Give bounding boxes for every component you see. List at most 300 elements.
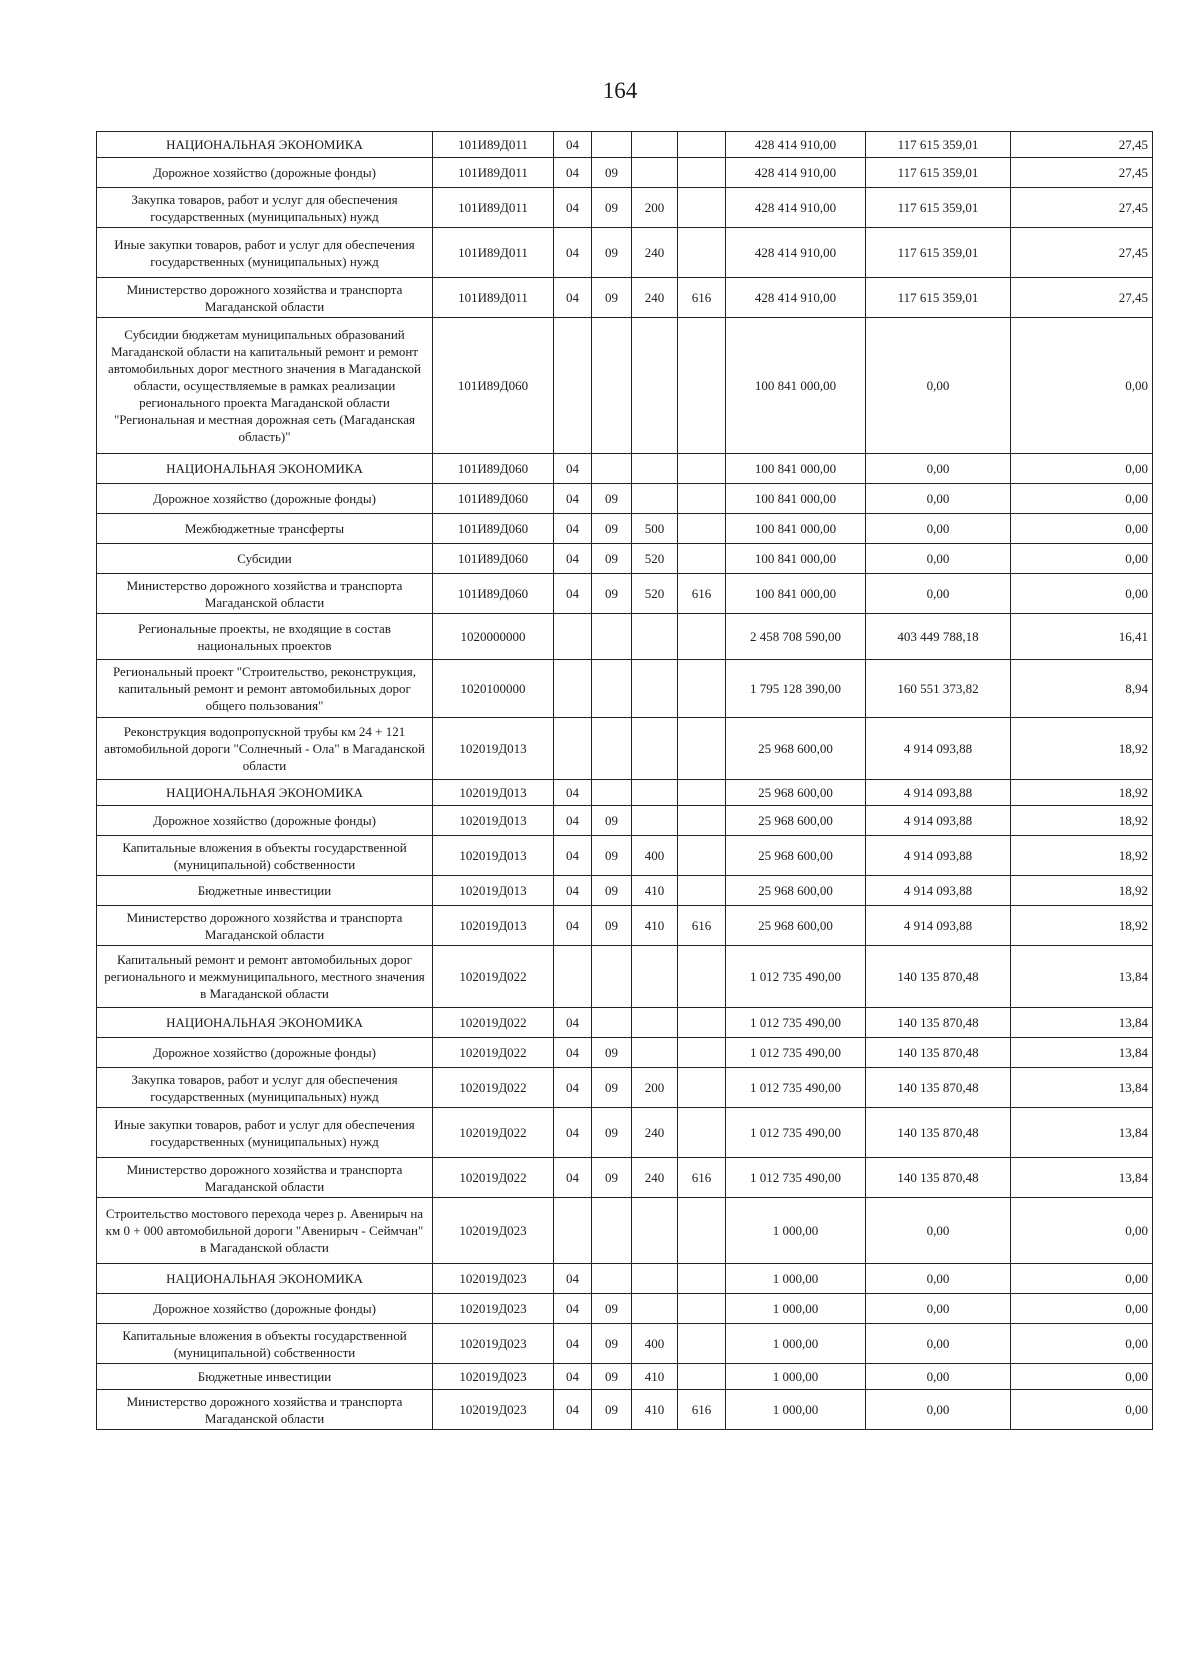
row-executed-amount: 4 914 093,88	[866, 906, 1011, 946]
row-planned-amount: 1 000,00	[726, 1324, 866, 1364]
table-row	[97, 780, 1153, 806]
table-row	[97, 188, 1153, 228]
row-name: Министерство дорожного хозяйства и транспорта Магаданской области	[97, 906, 433, 946]
row-name: НАЦИОНАЛЬНАЯ ЭКОНОМИКА	[97, 454, 433, 484]
row-section: 04	[554, 1324, 592, 1364]
row-ministry-code	[678, 158, 726, 188]
row-execution-percent: 27,45	[1011, 158, 1153, 188]
table-row	[97, 318, 1153, 454]
row-subsection	[592, 780, 632, 806]
row-subsection: 09	[592, 1038, 632, 1068]
row-name: НАЦИОНАЛЬНАЯ ЭКОНОМИКА	[97, 1008, 433, 1038]
row-section: 04	[554, 228, 592, 278]
row-expense-type: 520	[632, 574, 678, 614]
row-subsection: 09	[592, 1390, 632, 1430]
row-name: Бюджетные инвестиции	[97, 876, 433, 906]
row-subsection: 09	[592, 228, 632, 278]
row-target-code: 102019Д013	[433, 780, 554, 806]
page-number: 164	[602, 78, 638, 103]
row-name: Дорожное хозяйство (дорожные фонды)	[97, 484, 433, 514]
row-executed-amount: 140 135 870,48	[866, 1008, 1011, 1038]
row-ministry-code	[678, 1324, 726, 1364]
row-ministry-code	[678, 188, 726, 228]
row-expense-type: 200	[632, 1068, 678, 1108]
row-section: 04	[554, 1038, 592, 1068]
row-target-code: 101И89Д060	[433, 318, 554, 454]
row-expense-type	[632, 132, 678, 158]
row-ministry-code	[678, 876, 726, 906]
row-planned-amount: 428 414 910,00	[726, 132, 866, 158]
row-planned-amount: 25 968 600,00	[726, 718, 866, 780]
row-section	[554, 660, 592, 718]
row-planned-amount: 1 012 735 490,00	[726, 1068, 866, 1108]
row-target-code: 102019Д022	[433, 1158, 554, 1198]
row-subsection: 09	[592, 1324, 632, 1364]
row-subsection	[592, 946, 632, 1008]
row-executed-amount: 0,00	[866, 484, 1011, 514]
row-target-code: 1020000000	[433, 614, 554, 660]
row-name: Дорожное хозяйство (дорожные фонды)	[97, 1294, 433, 1324]
row-subsection: 09	[592, 806, 632, 836]
table-row	[97, 132, 1153, 158]
row-ministry-code	[678, 1294, 726, 1324]
row-target-code: 101И89Д060	[433, 544, 554, 574]
row-execution-percent: 18,92	[1011, 906, 1153, 946]
row-executed-amount: 140 135 870,48	[866, 1068, 1011, 1108]
row-ministry-code	[678, 660, 726, 718]
row-planned-amount: 1 012 735 490,00	[726, 1158, 866, 1198]
row-name: НАЦИОНАЛЬНАЯ ЭКОНОМИКА	[97, 1264, 433, 1294]
row-expense-type	[632, 660, 678, 718]
row-name: Реконструкция водопропускной трубы км 24 + 121 автомобильной дороги "Солнечный - Ола" в Магаданской области	[97, 718, 433, 780]
table-row	[97, 806, 1153, 836]
row-name: Субсидии бюджетам муниципальных образований Магаданской области на капитальный ремонт и ремонт автомобильных дорог местного значения в Магаданской области, осуществляемые в рамках реализации регионального проекта Магаданской области "Региональная и местная дорожная сеть (Магаданская область)"	[97, 318, 433, 454]
row-target-code: 102019Д013	[433, 906, 554, 946]
row-target-code: 101И89Д011	[433, 278, 554, 318]
row-executed-amount: 117 615 359,01	[866, 158, 1011, 188]
row-planned-amount: 1 012 735 490,00	[726, 946, 866, 1008]
row-expense-type: 520	[632, 544, 678, 574]
row-section	[554, 946, 592, 1008]
row-target-code: 102019Д023	[433, 1390, 554, 1430]
row-expense-type	[632, 1264, 678, 1294]
table-row	[97, 454, 1153, 484]
row-subsection: 09	[592, 188, 632, 228]
row-expense-type	[632, 806, 678, 836]
row-target-code: 1020100000	[433, 660, 554, 718]
row-execution-percent: 0,00	[1011, 1364, 1153, 1390]
row-executed-amount: 117 615 359,01	[866, 188, 1011, 228]
table-row	[97, 1324, 1153, 1364]
row-executed-amount: 140 135 870,48	[866, 946, 1011, 1008]
table-row	[97, 1158, 1153, 1198]
row-planned-amount: 1 000,00	[726, 1364, 866, 1390]
row-subsection: 09	[592, 484, 632, 514]
row-planned-amount: 428 414 910,00	[726, 228, 866, 278]
row-subsection: 09	[592, 1294, 632, 1324]
row-section: 04	[554, 836, 592, 876]
row-subsection	[592, 1198, 632, 1264]
row-planned-amount: 25 968 600,00	[726, 876, 866, 906]
row-execution-percent: 27,45	[1011, 132, 1153, 158]
row-name: Межбюджетные трансферты	[97, 514, 433, 544]
row-executed-amount: 0,00	[866, 1364, 1011, 1390]
row-subsection: 09	[592, 1068, 632, 1108]
row-executed-amount: 117 615 359,01	[866, 228, 1011, 278]
row-section: 04	[554, 806, 592, 836]
row-executed-amount: 117 615 359,01	[866, 278, 1011, 318]
row-ministry-code	[678, 806, 726, 836]
row-planned-amount: 100 841 000,00	[726, 484, 866, 514]
row-executed-amount: 0,00	[866, 1294, 1011, 1324]
row-section	[554, 1198, 592, 1264]
row-expense-type	[632, 484, 678, 514]
row-executed-amount: 0,00	[866, 318, 1011, 454]
row-expense-type	[632, 1294, 678, 1324]
row-execution-percent: 13,84	[1011, 1158, 1153, 1198]
row-section: 04	[554, 1008, 592, 1038]
row-section: 04	[554, 132, 592, 158]
row-expense-type: 240	[632, 1158, 678, 1198]
row-executed-amount: 0,00	[866, 1264, 1011, 1294]
row-ministry-code	[678, 132, 726, 158]
table-row	[97, 484, 1153, 514]
row-section: 04	[554, 1068, 592, 1108]
row-name: Дорожное хозяйство (дорожные фонды)	[97, 158, 433, 188]
row-ministry-code: 616	[678, 278, 726, 318]
row-section: 04	[554, 1294, 592, 1324]
row-planned-amount: 100 841 000,00	[726, 514, 866, 544]
row-expense-type: 240	[632, 278, 678, 318]
row-target-code: 102019Д022	[433, 1008, 554, 1038]
row-section: 04	[554, 1390, 592, 1430]
row-execution-percent: 0,00	[1011, 1198, 1153, 1264]
row-section: 04	[554, 876, 592, 906]
row-target-code: 102019Д023	[433, 1264, 554, 1294]
row-planned-amount: 25 968 600,00	[726, 836, 866, 876]
row-ministry-code	[678, 484, 726, 514]
row-ministry-code: 616	[678, 1390, 726, 1430]
row-execution-percent: 13,84	[1011, 1008, 1153, 1038]
row-expense-type	[632, 454, 678, 484]
table-row	[97, 1008, 1153, 1038]
table-row	[97, 906, 1153, 946]
row-ministry-code	[678, 228, 726, 278]
row-subsection: 09	[592, 514, 632, 544]
row-planned-amount: 1 000,00	[726, 1264, 866, 1294]
row-ministry-code: 616	[678, 574, 726, 614]
row-planned-amount: 100 841 000,00	[726, 454, 866, 484]
row-subsection	[592, 132, 632, 158]
row-ministry-code	[678, 1008, 726, 1038]
row-target-code: 101И89Д060	[433, 514, 554, 544]
row-expense-type	[632, 780, 678, 806]
row-subsection	[592, 454, 632, 484]
table-row	[97, 876, 1153, 906]
row-ministry-code	[678, 946, 726, 1008]
row-section: 04	[554, 188, 592, 228]
row-section	[554, 318, 592, 454]
row-executed-amount: 4 914 093,88	[866, 876, 1011, 906]
row-section: 04	[554, 574, 592, 614]
row-target-code: 101И89Д060	[433, 484, 554, 514]
row-executed-amount: 117 615 359,01	[866, 132, 1011, 158]
row-name: Дорожное хозяйство (дорожные фонды)	[97, 1038, 433, 1068]
row-planned-amount: 2 458 708 590,00	[726, 614, 866, 660]
row-execution-percent: 16,41	[1011, 614, 1153, 660]
row-target-code: 102019Д013	[433, 836, 554, 876]
row-executed-amount: 140 135 870,48	[866, 1108, 1011, 1158]
row-section: 04	[554, 544, 592, 574]
row-name: Министерство дорожного хозяйства и транспорта Магаданской области	[97, 574, 433, 614]
budget-table	[96, 131, 1153, 1430]
row-name: Субсидии	[97, 544, 433, 574]
row-expense-type	[632, 1198, 678, 1264]
row-subsection	[592, 1008, 632, 1038]
row-ministry-code	[678, 544, 726, 574]
row-subsection: 09	[592, 544, 632, 574]
row-execution-percent: 0,00	[1011, 514, 1153, 544]
row-target-code: 102019Д022	[433, 1108, 554, 1158]
row-name: Закупка товаров, работ и услуг для обеспечения государственных (муниципальных) нужд	[97, 1068, 433, 1108]
row-executed-amount: 0,00	[866, 454, 1011, 484]
row-target-code: 102019Д013	[433, 718, 554, 780]
row-ministry-code	[678, 1364, 726, 1390]
row-subsection: 09	[592, 574, 632, 614]
row-execution-percent: 13,84	[1011, 1068, 1153, 1108]
row-execution-percent: 0,00	[1011, 1294, 1153, 1324]
row-planned-amount: 1 000,00	[726, 1294, 866, 1324]
row-executed-amount: 160 551 373,82	[866, 660, 1011, 718]
row-planned-amount: 428 414 910,00	[726, 158, 866, 188]
row-executed-amount: 0,00	[866, 544, 1011, 574]
row-execution-percent: 0,00	[1011, 454, 1153, 484]
row-planned-amount: 100 841 000,00	[726, 318, 866, 454]
row-target-code: 101И89Д060	[433, 454, 554, 484]
row-ministry-code	[678, 454, 726, 484]
row-execution-percent: 18,92	[1011, 836, 1153, 876]
row-target-code: 101И89Д060	[433, 574, 554, 614]
row-ministry-code	[678, 514, 726, 544]
row-expense-type: 240	[632, 228, 678, 278]
table-row	[97, 1038, 1153, 1068]
row-name: Министерство дорожного хозяйства и транспорта Магаданской области	[97, 1390, 433, 1430]
row-execution-percent: 0,00	[1011, 1390, 1153, 1430]
row-executed-amount: 0,00	[866, 1390, 1011, 1430]
row-execution-percent: 0,00	[1011, 1324, 1153, 1364]
row-executed-amount: 0,00	[866, 514, 1011, 544]
table-row	[97, 1390, 1153, 1430]
row-execution-percent: 18,92	[1011, 876, 1153, 906]
row-target-code: 102019Д022	[433, 1038, 554, 1068]
row-executed-amount: 140 135 870,48	[866, 1038, 1011, 1068]
row-ministry-code	[678, 1038, 726, 1068]
table-row	[97, 1068, 1153, 1108]
row-target-code: 101И89Д011	[433, 188, 554, 228]
row-execution-percent: 0,00	[1011, 1264, 1153, 1294]
row-name: Капитальные вложения в объекты государственной (муниципальной) собственности	[97, 1324, 433, 1364]
row-subsection: 09	[592, 1158, 632, 1198]
row-name: Дорожное хозяйство (дорожные фонды)	[97, 806, 433, 836]
row-ministry-code	[678, 1264, 726, 1294]
row-section: 04	[554, 278, 592, 318]
row-subsection: 09	[592, 278, 632, 318]
row-name: Закупка товаров, работ и услуг для обеспечения государственных (муниципальных) нужд	[97, 188, 433, 228]
row-section: 04	[554, 158, 592, 188]
row-execution-percent: 27,45	[1011, 278, 1153, 318]
row-target-code: 102019Д023	[433, 1198, 554, 1264]
row-expense-type: 400	[632, 1324, 678, 1364]
row-ministry-code: 616	[678, 1158, 726, 1198]
row-expense-type	[632, 718, 678, 780]
row-expense-type: 400	[632, 836, 678, 876]
row-executed-amount: 4 914 093,88	[866, 836, 1011, 876]
row-subsection: 09	[592, 876, 632, 906]
row-executed-amount: 0,00	[866, 1198, 1011, 1264]
row-section: 04	[554, 1364, 592, 1390]
row-section: 04	[554, 484, 592, 514]
row-execution-percent: 18,92	[1011, 780, 1153, 806]
row-subsection: 09	[592, 158, 632, 188]
row-ministry-code	[678, 614, 726, 660]
row-target-code: 102019Д023	[433, 1324, 554, 1364]
row-name: Бюджетные инвестиции	[97, 1364, 433, 1390]
table-row	[97, 836, 1153, 876]
row-ministry-code	[678, 1108, 726, 1158]
row-planned-amount: 1 795 128 390,00	[726, 660, 866, 718]
row-target-code: 101И89Д011	[433, 228, 554, 278]
row-planned-amount: 25 968 600,00	[726, 780, 866, 806]
row-planned-amount: 1 012 735 490,00	[726, 1108, 866, 1158]
row-section: 04	[554, 1108, 592, 1158]
row-ministry-code	[678, 318, 726, 454]
row-section	[554, 718, 592, 780]
row-expense-type	[632, 1038, 678, 1068]
row-executed-amount: 0,00	[866, 574, 1011, 614]
table-row	[97, 946, 1153, 1008]
row-target-code: 102019Д023	[433, 1294, 554, 1324]
row-target-code: 102019Д013	[433, 876, 554, 906]
table-row	[97, 228, 1153, 278]
row-executed-amount: 4 914 093,88	[866, 780, 1011, 806]
row-ministry-code	[678, 1198, 726, 1264]
row-section: 04	[554, 780, 592, 806]
row-execution-percent: 0,00	[1011, 318, 1153, 454]
row-name: Министерство дорожного хозяйства и транспорта Магаданской области	[97, 278, 433, 318]
row-target-code: 102019Д022	[433, 946, 554, 1008]
table-row	[97, 1364, 1153, 1390]
table-row	[97, 574, 1153, 614]
row-target-code: 102019Д013	[433, 806, 554, 836]
row-subsection	[592, 318, 632, 454]
row-planned-amount: 25 968 600,00	[726, 806, 866, 836]
row-ministry-code	[678, 1068, 726, 1108]
row-name: Строительство мостового перехода через р. Авенирыч на км 0 + 000 автомобильной дороги "Авенирыч - Сеймчан" в Магаданской области	[97, 1198, 433, 1264]
row-planned-amount: 1 000,00	[726, 1390, 866, 1430]
row-expense-type	[632, 946, 678, 1008]
row-target-code: 102019Д022	[433, 1068, 554, 1108]
row-subsection	[592, 718, 632, 780]
row-expense-type: 410	[632, 906, 678, 946]
row-executed-amount: 0,00	[866, 1324, 1011, 1364]
row-target-code: 102019Д023	[433, 1364, 554, 1390]
row-name: НАЦИОНАЛЬНАЯ ЭКОНОМИКА	[97, 132, 433, 158]
row-planned-amount: 1 012 735 490,00	[726, 1038, 866, 1068]
row-subsection	[592, 614, 632, 660]
table-row	[97, 514, 1153, 544]
table-row	[97, 1264, 1153, 1294]
row-name: Министерство дорожного хозяйства и транспорта Магаданской области	[97, 1158, 433, 1198]
row-name: Капитальные вложения в объекты государственной (муниципальной) собственности	[97, 836, 433, 876]
row-expense-type	[632, 614, 678, 660]
row-subsection: 09	[592, 1364, 632, 1390]
row-planned-amount: 1 012 735 490,00	[726, 1008, 866, 1038]
row-execution-percent: 27,45	[1011, 188, 1153, 228]
row-expense-type	[632, 1008, 678, 1038]
row-executed-amount: 4 914 093,88	[866, 718, 1011, 780]
row-subsection: 09	[592, 1108, 632, 1158]
row-planned-amount: 428 414 910,00	[726, 188, 866, 228]
row-section: 04	[554, 1264, 592, 1294]
row-execution-percent: 0,00	[1011, 484, 1153, 514]
row-execution-percent: 13,84	[1011, 1108, 1153, 1158]
table-row	[97, 544, 1153, 574]
row-ministry-code: 616	[678, 906, 726, 946]
row-section: 04	[554, 1158, 592, 1198]
row-execution-percent: 18,92	[1011, 806, 1153, 836]
table-row	[97, 1198, 1153, 1264]
table-row	[97, 278, 1153, 318]
row-planned-amount: 1 000,00	[726, 1198, 866, 1264]
row-section: 04	[554, 906, 592, 946]
row-subsection: 09	[592, 836, 632, 876]
row-expense-type: 410	[632, 876, 678, 906]
row-execution-percent: 13,84	[1011, 1038, 1153, 1068]
row-executed-amount: 4 914 093,88	[866, 806, 1011, 836]
table-row	[97, 1294, 1153, 1324]
row-section: 04	[554, 454, 592, 484]
row-name: Капитальный ремонт и ремонт автомобильных дорог регионального и межмуниципального, местного значения в Магаданской области	[97, 946, 433, 1008]
table-row	[97, 1108, 1153, 1158]
row-expense-type	[632, 318, 678, 454]
row-target-code: 101И89Д011	[433, 158, 554, 188]
row-ministry-code	[678, 836, 726, 876]
budget-table-body	[97, 132, 1153, 1430]
row-ministry-code	[678, 780, 726, 806]
row-planned-amount: 100 841 000,00	[726, 574, 866, 614]
row-subsection: 09	[592, 906, 632, 946]
row-executed-amount: 140 135 870,48	[866, 1158, 1011, 1198]
row-executed-amount: 403 449 788,18	[866, 614, 1011, 660]
row-section: 04	[554, 514, 592, 544]
row-name: Иные закупки товаров, работ и услуг для обеспечения государственных (муниципальных) нужд	[97, 228, 433, 278]
row-expense-type: 240	[632, 1108, 678, 1158]
table-row	[97, 614, 1153, 660]
row-execution-percent: 27,45	[1011, 228, 1153, 278]
row-name: Региональные проекты, не входящие в состав национальных проектов	[97, 614, 433, 660]
row-expense-type: 500	[632, 514, 678, 544]
row-execution-percent: 18,92	[1011, 718, 1153, 780]
row-name: НАЦИОНАЛЬНАЯ ЭКОНОМИКА	[97, 780, 433, 806]
row-section	[554, 614, 592, 660]
row-execution-percent: 8,94	[1011, 660, 1153, 718]
row-name: Иные закупки товаров, работ и услуг для обеспечения государственных (муниципальных) нужд	[97, 1108, 433, 1158]
row-planned-amount: 100 841 000,00	[726, 544, 866, 574]
row-planned-amount: 428 414 910,00	[726, 278, 866, 318]
table-row	[97, 660, 1153, 718]
row-expense-type	[632, 158, 678, 188]
row-expense-type: 200	[632, 188, 678, 228]
